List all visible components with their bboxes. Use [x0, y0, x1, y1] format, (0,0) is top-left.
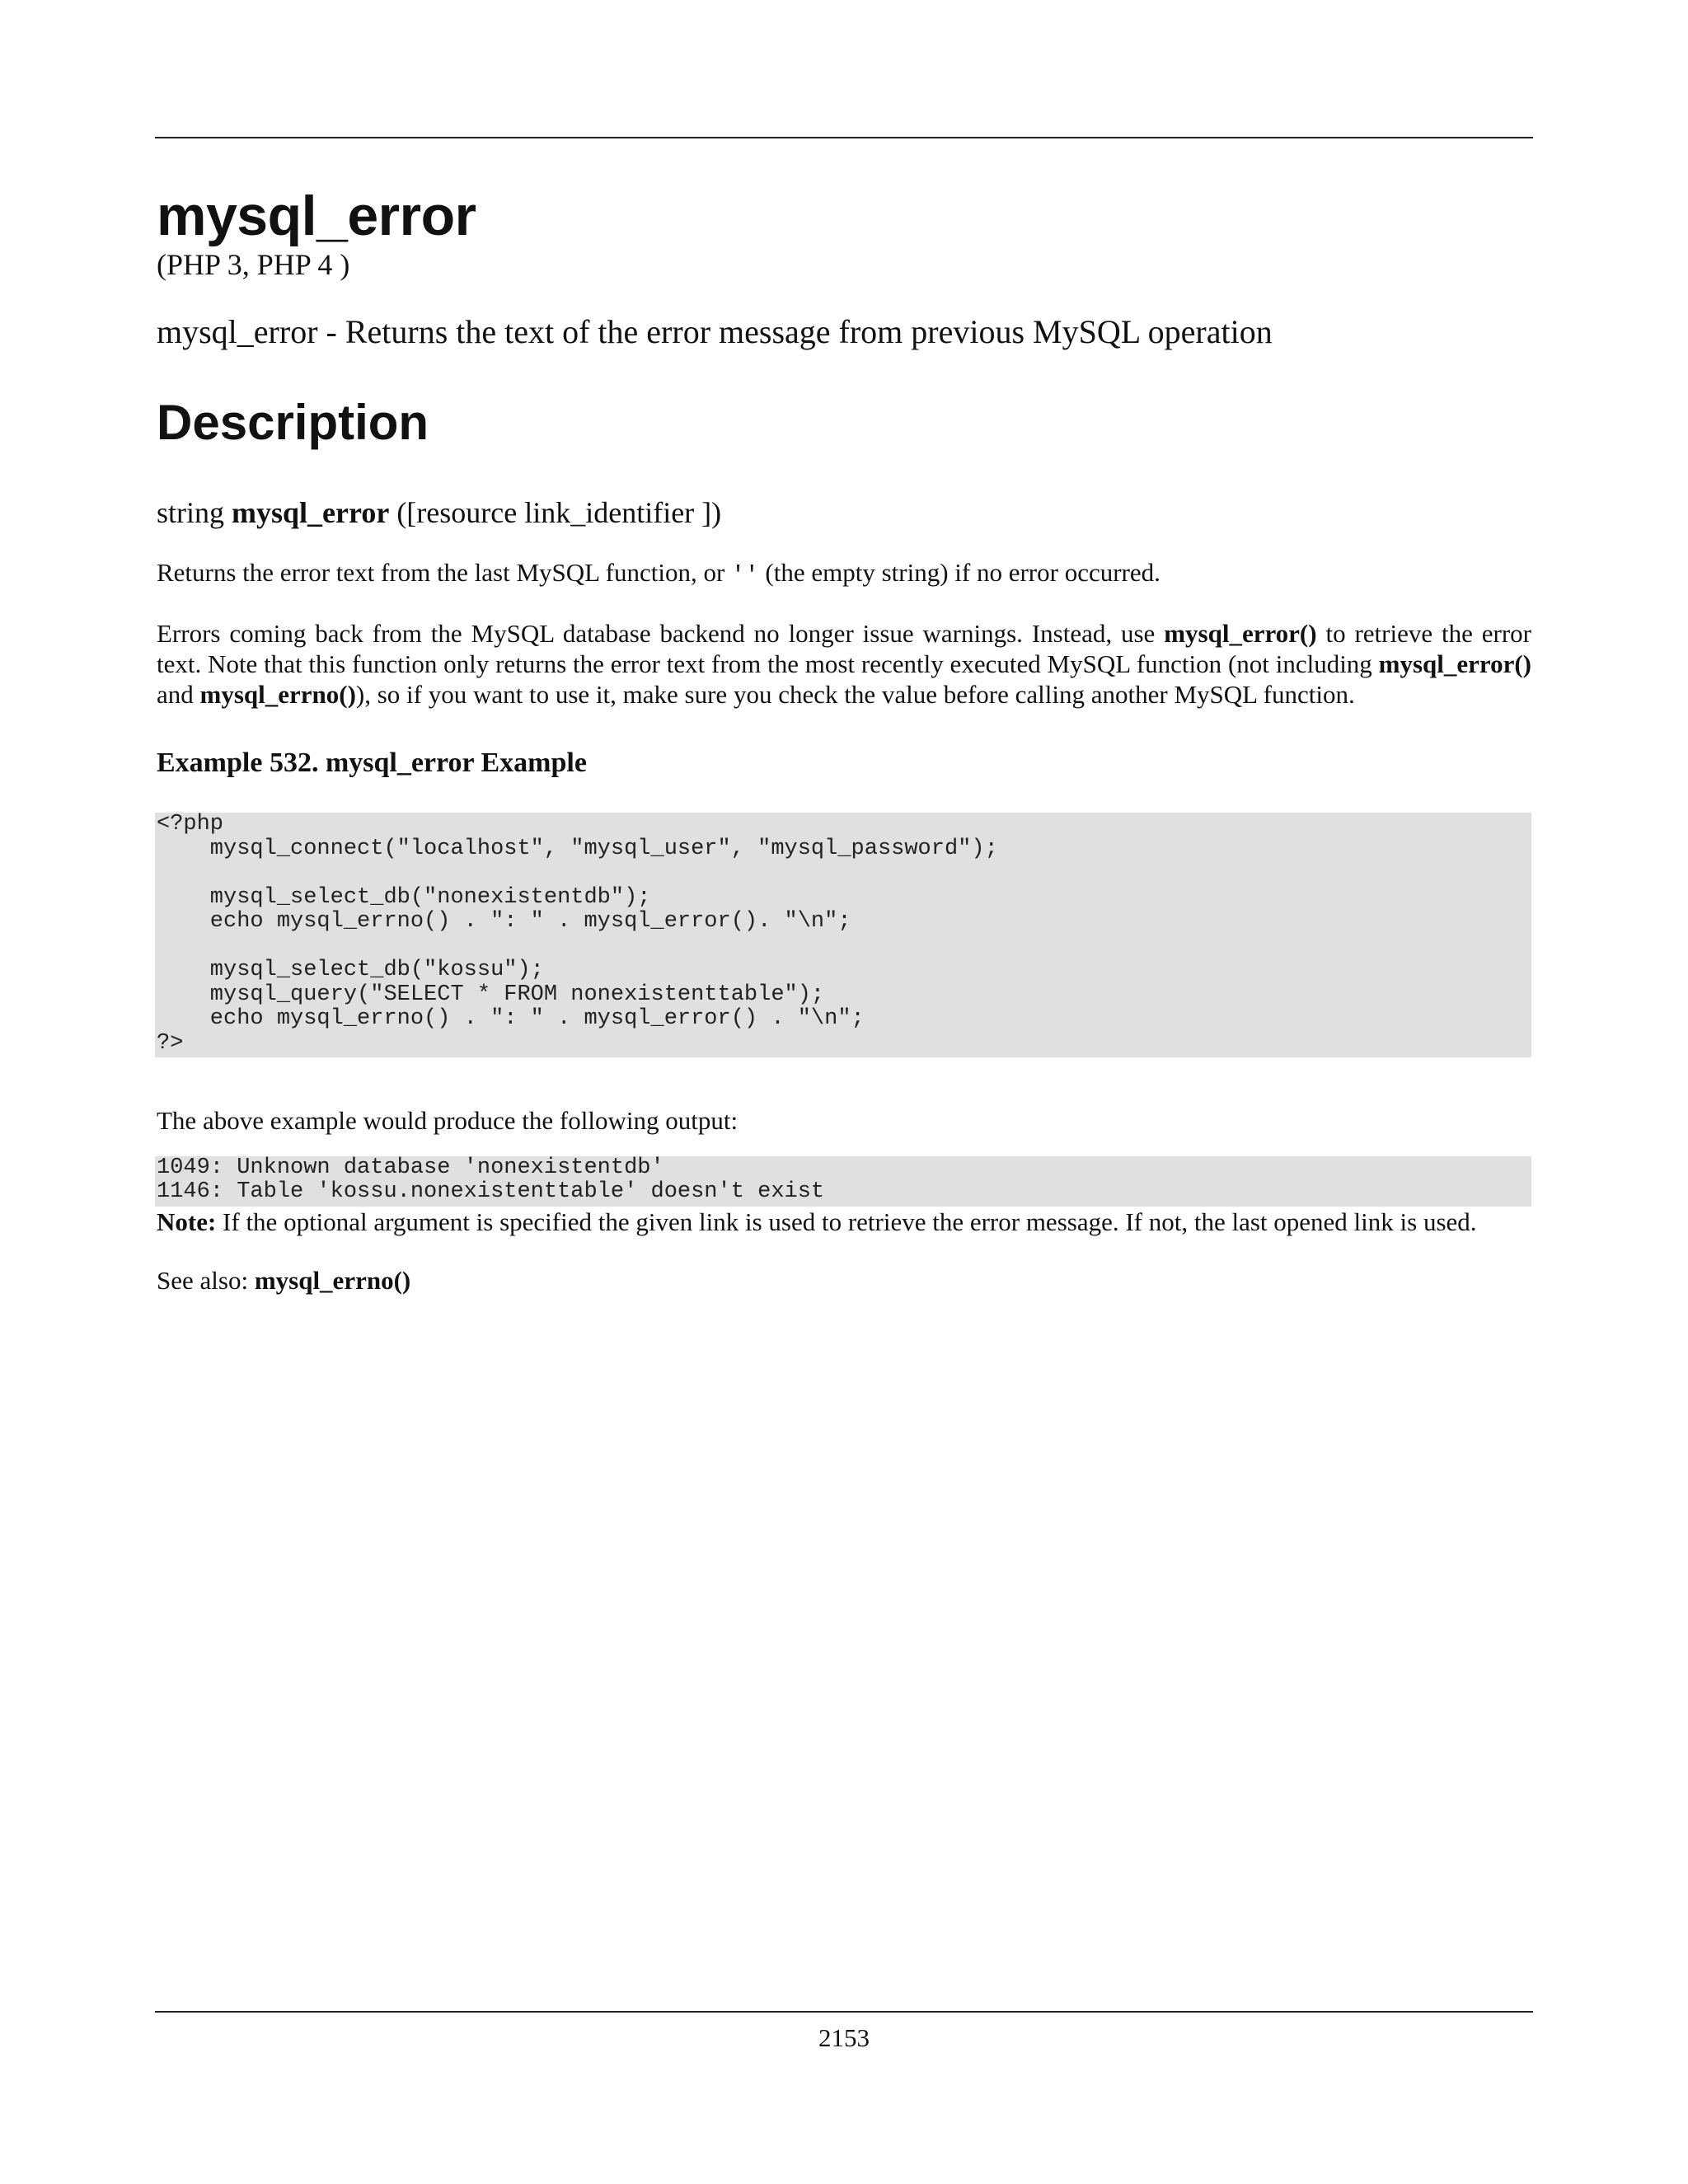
page-number-footer: [0, 2001, 1688, 2053]
output-intro: The above example would produce the following output:: [157, 1106, 738, 1136]
see-also-link-mysql-errno[interactable]: mysql_errno(): [254, 1265, 411, 1295]
function-synopsis: [157, 495, 1531, 531]
return-type: string: [157, 496, 225, 530]
php-versions: (PHP 3, PHP 4 ): [157, 248, 350, 281]
function-purpose: mysql_error - Returns the text of the error message from previous MySQL operation: [157, 313, 1273, 351]
example-title: Example 532. mysql_error Example: [157, 747, 587, 778]
page-title: mysql_error: [157, 185, 476, 247]
function-ref-mysql-error-2: mysql_error(): [1378, 649, 1531, 679]
returns-text-1: Returns the error text from the last MySQL function, or: [157, 558, 732, 588]
example-output-block: 1049: Unknown database 'nonexistentdb' 1146: Table 'kossu.nonexistenttable' doesn't exist: [155, 1156, 1531, 1207]
empty-string-literal: '': [731, 563, 759, 589]
function-ref-mysql-error: mysql_error(): [1164, 618, 1317, 648]
errors-text-1: Errors coming back from the MySQL database backend no longer issue warnings. Instead, use: [157, 618, 1165, 648]
note-text: If the optional argument is specified the given link is used to retrieve the error message. If not, the last opened link is used.: [216, 1207, 1477, 1236]
see-also-label: See also:: [157, 1265, 255, 1295]
note-label: Note:: [157, 1207, 217, 1236]
note-block: [157, 1207, 1531, 1237]
errors-text-4: ), so if you want to use it, make sure you check the value before calling another MySQL function.: [355, 680, 1355, 710]
errors-text-2: to retrieve the error text. Note that this function only returns the error text from the most recently executed MySQL function (not including: [157, 618, 1531, 679]
description-heading: Description: [157, 395, 429, 451]
example-code-block: <?php mysql_connect("localhost", "mysql_user", "mysql_password"); mysql_select_db("nonexistentdb"); echo mysql_errno() . ": " . mysql_error(). "\n"; mysql_select_db("kossu"); mysql_query("SELECT * FROM nonexistenttable"); echo mysql_errno() . ": " . mysql_error() . "\n"; ?>: [155, 813, 1531, 1057]
page-content: [157, 185, 1531, 1296]
function-name: mysql_error: [232, 496, 390, 530]
function-params: ([resource link_identifier ]): [396, 496, 722, 530]
function-ref-mysql-errno: mysql_errno(): [199, 680, 356, 710]
returns-paragraph: [157, 557, 1531, 590]
see-also: [157, 1265, 1531, 1296]
page-number: 2153: [818, 2023, 870, 2052]
returns-text-2: (the empty string) if no error occurred.: [758, 558, 1160, 588]
errors-text-3: and: [157, 680, 200, 710]
errors-paragraph: [157, 618, 1531, 710]
top-rule: [155, 137, 1533, 138]
